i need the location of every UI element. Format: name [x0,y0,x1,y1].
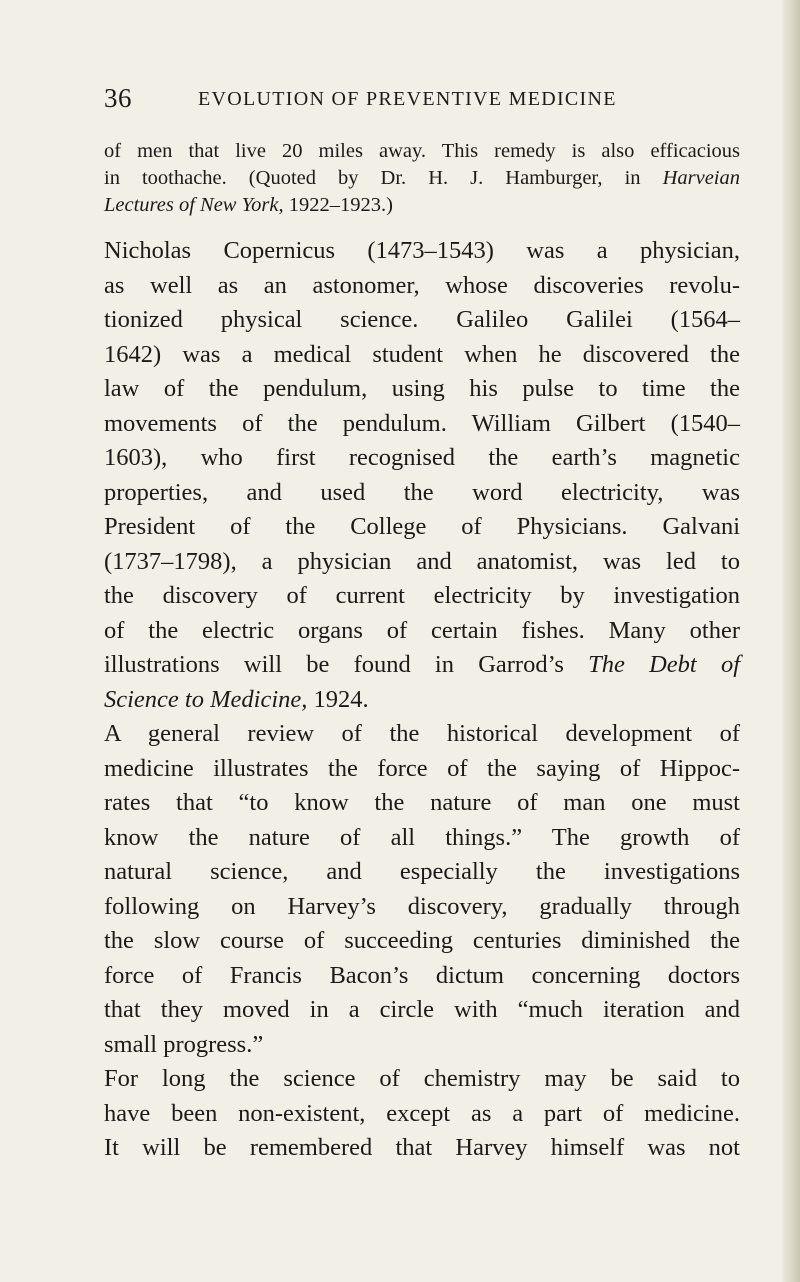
paragraph-copernicus [104,234,740,717]
page-number: 36 [104,83,132,113]
text-line: rates that “to know the nature of man one must [104,789,740,816]
page-edge-shadow [782,0,800,1282]
text-line: Science to Medicine, 1924. [104,685,369,713]
text-line: have been non-existent, except as a part of medicine. [104,1099,740,1127]
text-line: natural science, and especially the investigations [104,858,740,885]
text-line: 1603), who first recognised the earth’s magnetic [104,444,740,471]
running-head-title: EVOLUTION OF PREVENTIVE MEDICINE [198,88,617,110]
italic-title: Science to Medicine, [104,685,308,713]
italic-title: The Debt of [588,651,741,678]
italic-title: Harveian [662,167,740,189]
paragraph-gap [104,219,740,234]
body-text [104,138,740,1166]
text-line: It will be remembered that Harvey himself was not [104,1134,740,1161]
text-line: of the electric organs of certain fishes. Many other [104,616,740,644]
text-line: medicine illustrates the force of the saying of Hippoc- [104,754,740,782]
text-line: force of Francis Bacon’s dictum concerning doctors [104,961,740,989]
text-line: 1642) was a medical student when he discovered the [104,340,740,368]
text-line: For long the science of chemistry may be said to [104,1065,740,1092]
paragraph-historical-review [104,717,740,1062]
text-line: in toothache. (Quoted by Dr. H. J. Hamburger, in Harveian [104,167,740,189]
text-line: President of the College of Physicians. Galvani [104,513,740,540]
text-line: the slow course of succeeding centuries diminished the [104,927,740,954]
text-line: A general review of the historical development of [104,720,740,747]
text-line: Nicholas Copernicus (1473–1543) was a physician, [104,237,740,264]
text-line: illustrations will be found in Garrod’s The Debt of [104,651,741,678]
text-line: know the nature of all things.” The growth of [104,823,740,851]
text-line: the discovery of current electricity by investigation [104,582,740,609]
text-line: of men that live 20 miles away. This remedy is also efficacious [104,140,740,162]
text-line: law of the pendulum, using his pulse to time the [104,375,740,402]
text-line: movements of the pendulum. William Gilbert (1540– [104,409,740,437]
quotation-paragraph [104,138,740,219]
text-line: that they moved in a circle with “much iteration and [104,996,740,1023]
text-line: Lectures of New York, 1922–1923.) [104,194,393,216]
text-line: tionized physical science. Galileo Galilei (1564– [104,306,740,333]
italic-title: Lectures of New York, [104,194,284,216]
text-line: as well as an astonomer, whose discoveries revolu- [104,271,740,299]
paragraph-chemistry [104,1062,740,1166]
text-line: (1737–1798), a physician and anatomist, was led to [104,547,740,575]
text-line: small progress.” [104,1030,264,1058]
text-line: following on Harvey’s discovery, gradually through [104,892,740,920]
text-line: properties, and used the word electricity, was [104,478,740,506]
running-head [104,83,704,123]
